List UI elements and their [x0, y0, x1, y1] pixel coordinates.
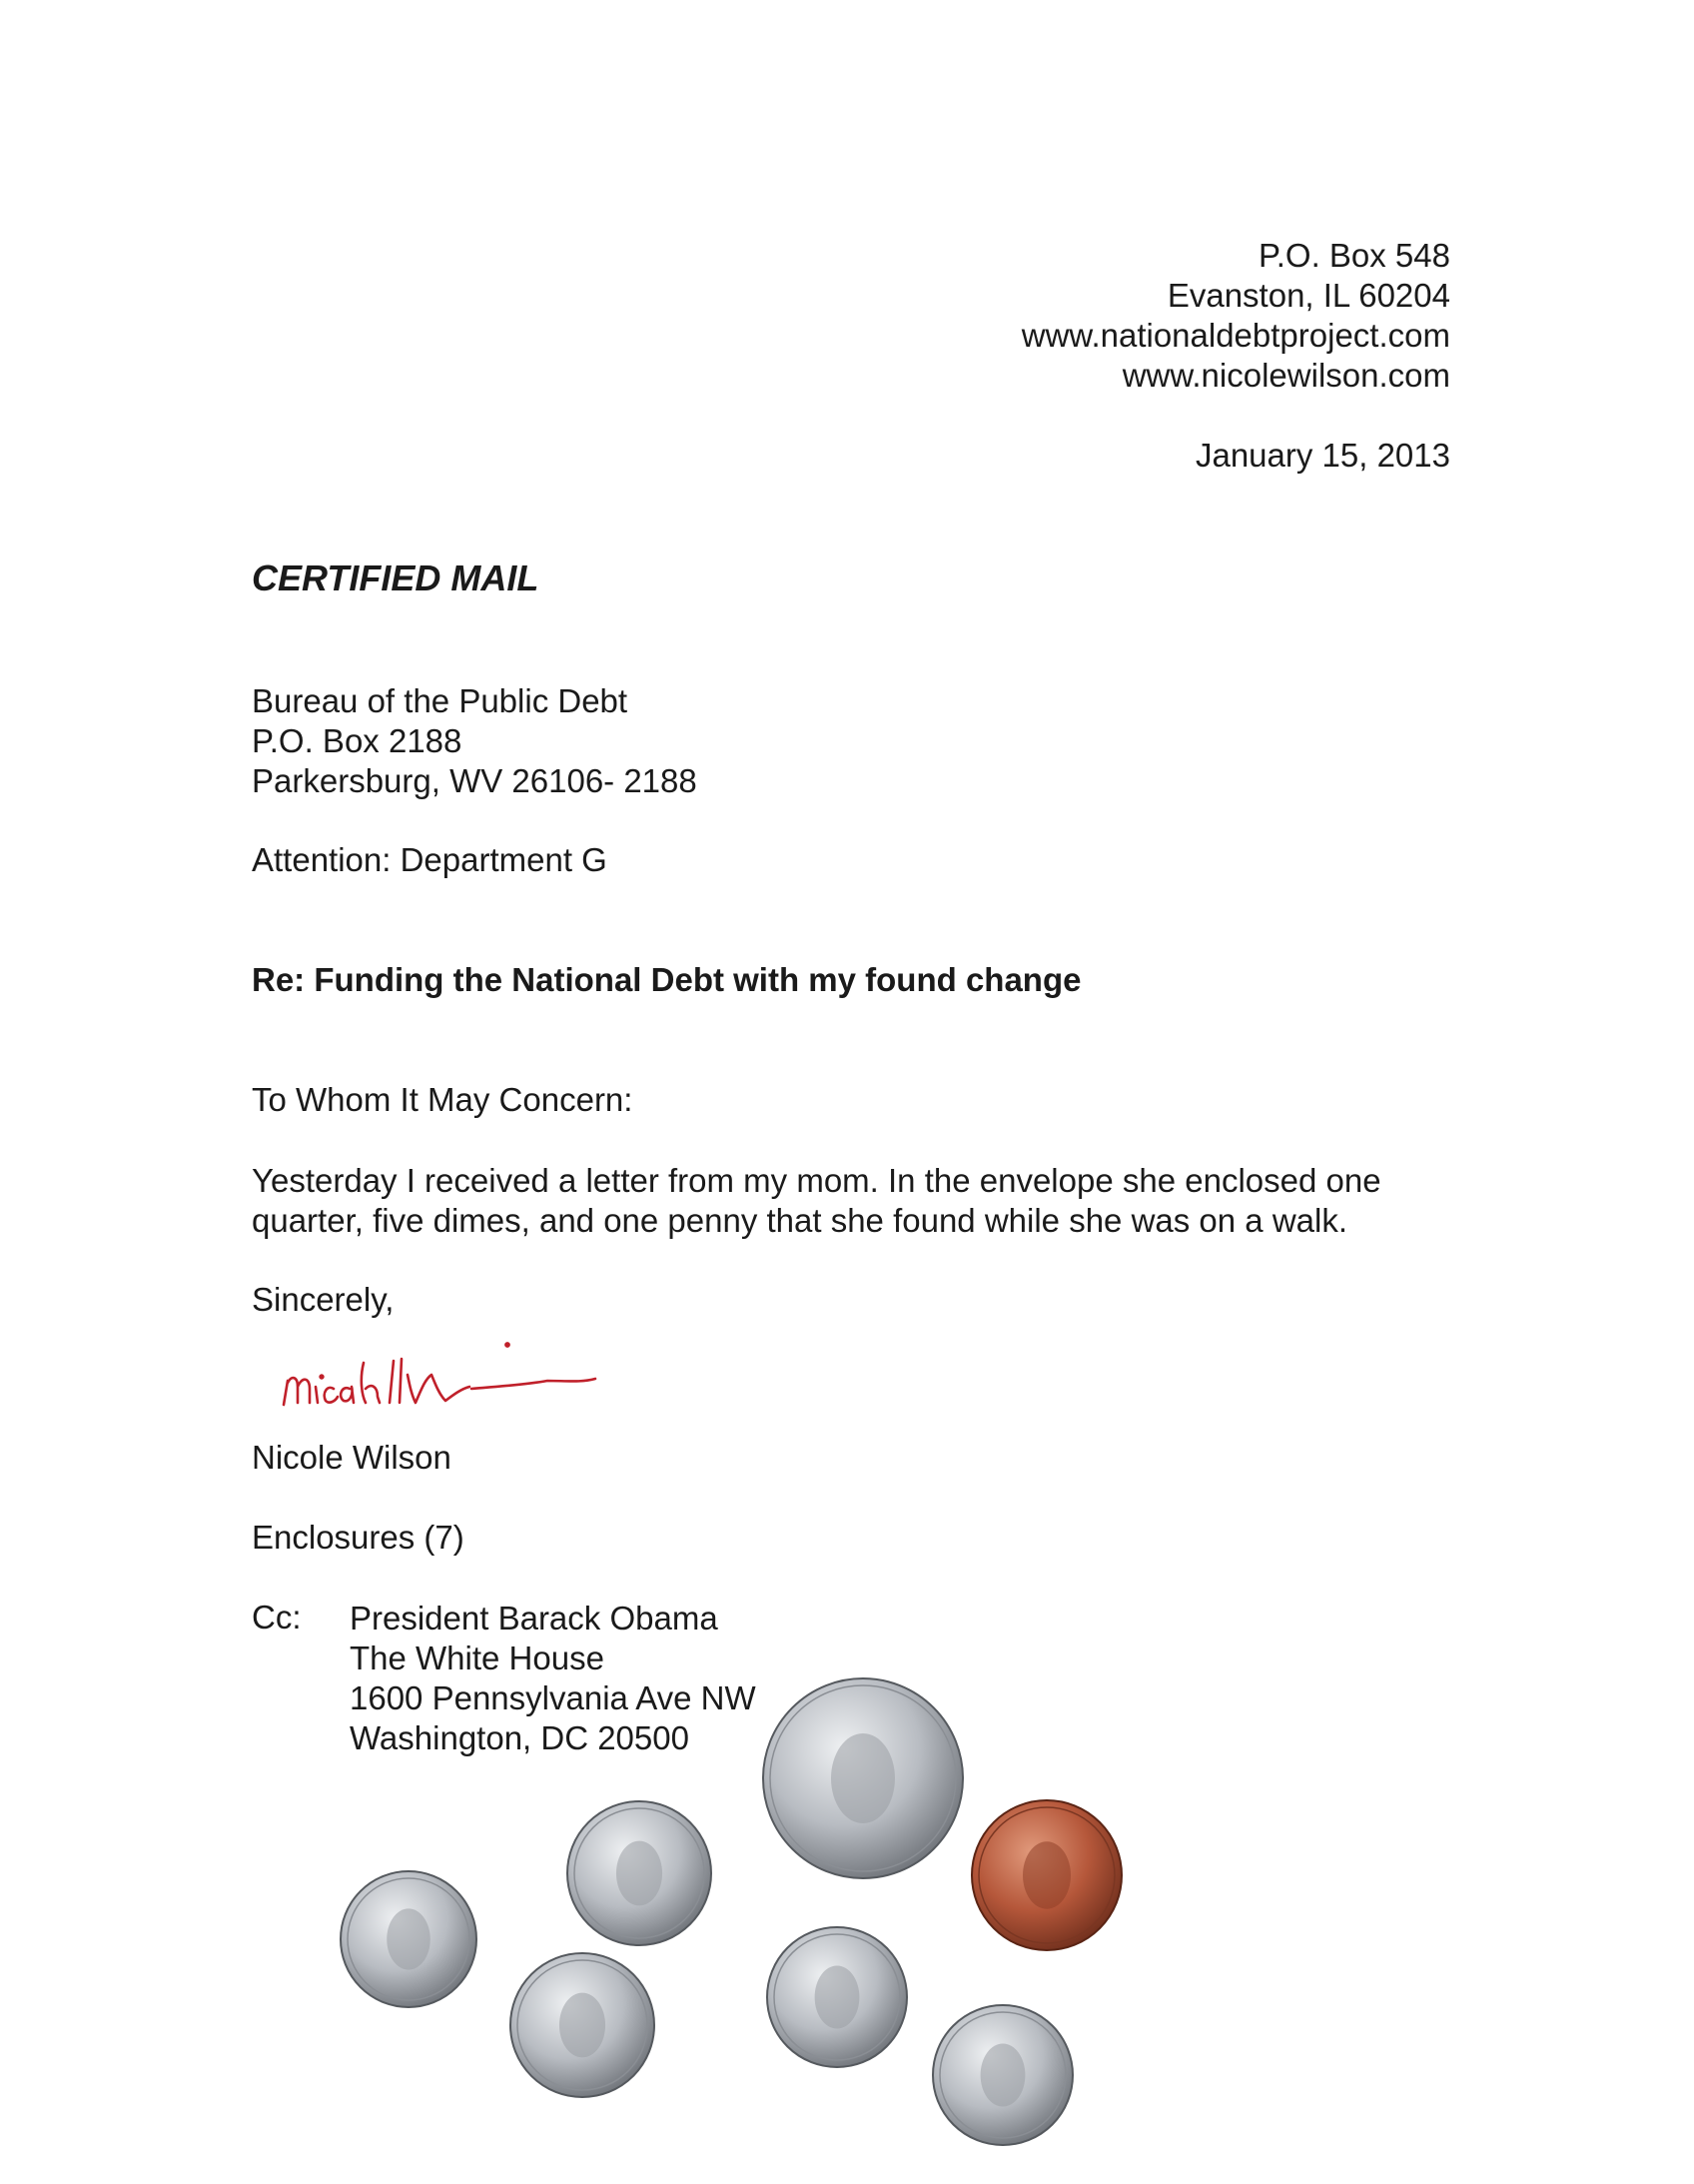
recipient-line: Bureau of the Public Debt — [252, 682, 628, 719]
cc-label: Cc: — [252, 1599, 302, 1636]
dime-coin — [767, 1927, 907, 2067]
quarter-coin — [763, 1678, 963, 1878]
penny-coin — [972, 1800, 1122, 1950]
recipient-line: P.O. Box 2188 — [252, 722, 462, 759]
coin-face — [567, 1801, 711, 1945]
sender-address — [1022, 236, 1450, 396]
coin-rim — [979, 1807, 1115, 1943]
coin-rim — [774, 1934, 900, 2060]
recipient-address — [252, 681, 697, 801]
coin-face — [972, 1800, 1122, 1950]
cc-line: President Barack Obama — [350, 1600, 718, 1637]
cc-line: 1600 Pennsylvania Ave NW — [350, 1679, 756, 1716]
coin-motif — [815, 1966, 860, 2029]
closing: Sincerely, — [252, 1281, 395, 1318]
letter-date: January 15, 2013 — [1195, 437, 1450, 474]
coin-motif — [981, 2044, 1026, 2107]
coin-face — [763, 1678, 963, 1878]
enclosures-note: Enclosures (7) — [252, 1519, 464, 1556]
coin-rim — [940, 2012, 1066, 2138]
recipient-line: Parkersburg, WV 26106- 2188 — [252, 762, 697, 799]
coin-face — [933, 2005, 1073, 2145]
cc-address — [350, 1599, 756, 1758]
dime-coin — [510, 1953, 654, 2097]
coin-face — [767, 1927, 907, 2067]
sender-line: P.O. Box 548 — [1258, 237, 1450, 274]
coin-rim — [574, 1808, 704, 1938]
dime-coin — [341, 1871, 476, 2007]
salutation: To Whom It May Concern: — [252, 1081, 633, 1118]
coin-motif — [616, 1841, 662, 1906]
coin-rim — [348, 1878, 469, 2000]
handwritten-signature — [276, 1339, 615, 1424]
coin-rim — [770, 1685, 956, 1871]
coin-face — [341, 1871, 476, 2007]
dime-coin — [933, 2005, 1073, 2145]
certified-mail-heading: CERTIFIED MAIL — [252, 557, 539, 598]
dime-coin — [567, 1801, 711, 1945]
attention-line: Attention: Department G — [252, 841, 607, 878]
coin-face — [510, 1953, 654, 2097]
coin-motif — [831, 1733, 895, 1823]
coin-rim — [517, 1960, 647, 2090]
cc-line: Washington, DC 20500 — [350, 1719, 689, 1756]
coin-motif — [387, 1908, 430, 1969]
sender-line: Evanston, IL 60204 — [1167, 277, 1450, 314]
coin-motif — [1023, 1841, 1071, 1909]
body-paragraph: Yesterday I received a letter from my mom. In the envelope she enclosed one quarter, five dimes, and one penny that she found while she was on a walk. — [252, 1162, 1381, 1239]
subject-line: Re: Funding the National Debt with my found change — [252, 961, 1082, 998]
signer-name: Nicole Wilson — [252, 1439, 451, 1476]
cc-line: The White House — [350, 1639, 604, 1676]
sender-website-link: www.nicolewilson.com — [1122, 357, 1450, 394]
coin-motif — [559, 1993, 605, 2058]
sender-website-link: www.nationaldebtproject.com — [1021, 317, 1450, 354]
